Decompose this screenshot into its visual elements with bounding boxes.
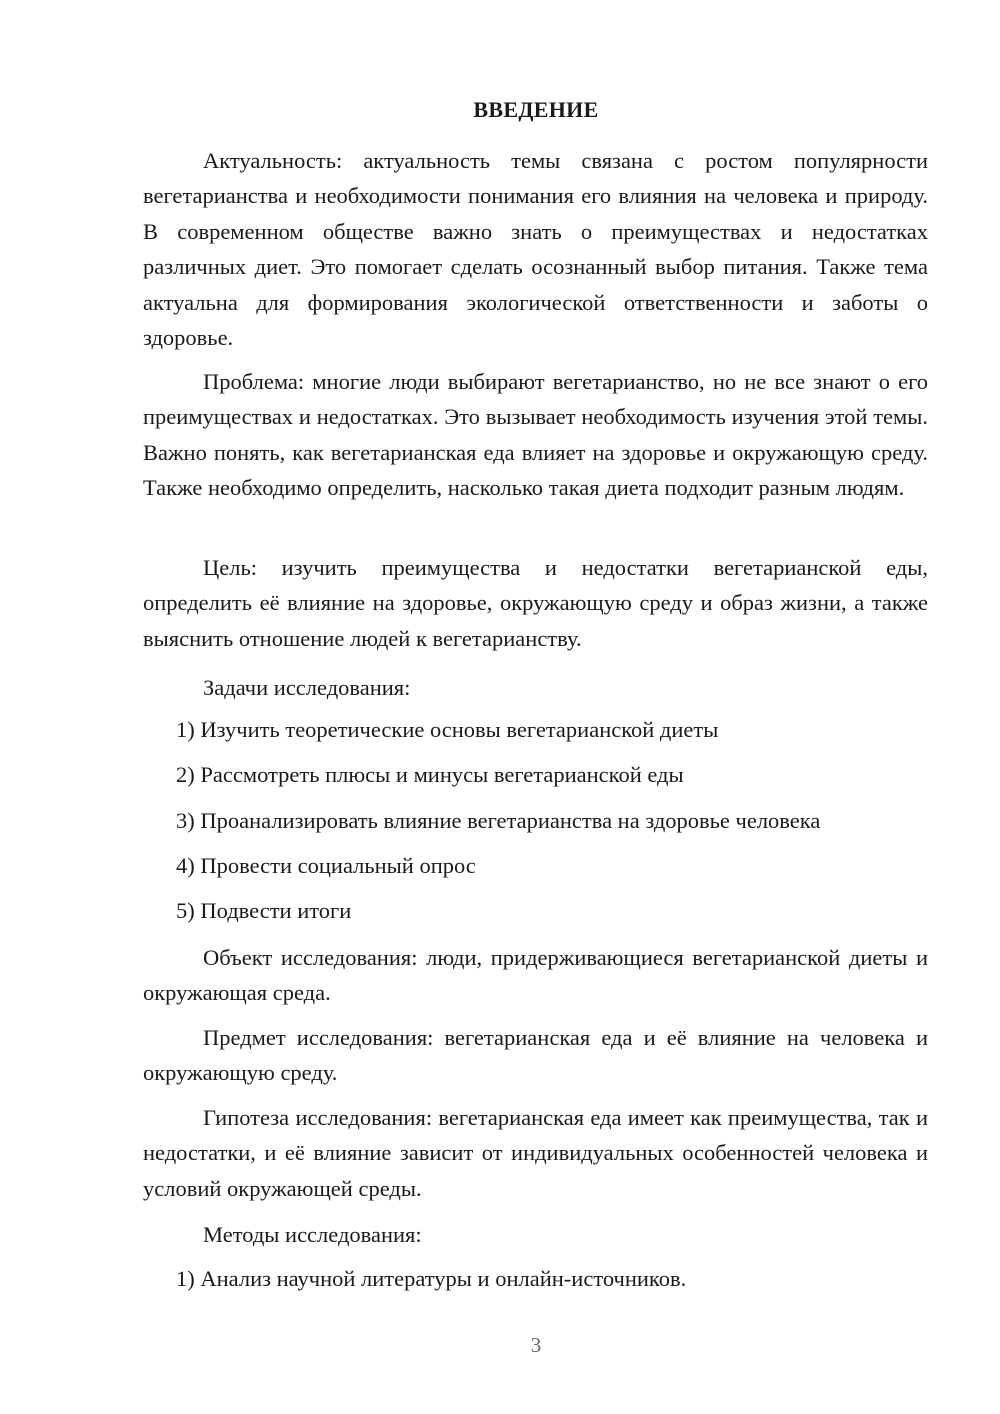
task-item-3: 3) Проанализировать влияние вегетарианства на здоровье человека [176, 808, 821, 833]
page-title: ВВЕДЕНИЕ [473, 97, 599, 122]
task-item-4: 4) Провести социальный опрос [176, 853, 476, 878]
paragraph-relevance: Актуальность: актуальность темы связана с ростом популярности вегетарианства и необходимости понимания его влияния на человека и природу. В современном обществе важно знать о преимуществах и недостатках различных диет. Это помогает сделать осознанный выбор питания. Также тема актуальна для формирования экологической ответственности и заботы о здоровье. [143, 148, 928, 351]
task-item-2: 2) Рассмотреть плюсы и минусы вегетарианской еды [176, 762, 684, 787]
paragraph-hypothesis: Гипотеза исследования: вегетарианская еда имеет как преимущества, так и недостатки, и её влияние зависит от индивидуальных особенностей человека и условий окружающей среды. [143, 1105, 928, 1201]
tasks-heading: Задачи исследования: [203, 675, 411, 700]
paragraph-object: Объект исследования: люди, придерживающиеся вегетарианской диеты и окружающая среда. [143, 945, 928, 1006]
paragraph-subject: Предмет исследования: вегетарианская еда и её влияние на человека и окружающую среду. [143, 1025, 928, 1086]
task-item-5: 5) Подвести итоги [176, 898, 352, 923]
methods-heading: Методы исследования: [203, 1222, 422, 1247]
task-item-1: 1) Изучить теоретические основы вегетарианской диеты [176, 717, 719, 742]
paragraph-problem: Проблема: многие люди выбирают вегетарианство, но не все знают о его преимуществах и недостатках. Это вызывает необходимость изучения этой темы. Важно понять, как вегетарианская еда влияет на здоровье и окружающую среду. Также необходимо определить, насколько такая диета подходит разным людям. [143, 369, 928, 501]
page-number: 3 [530, 1333, 542, 1357]
method-item-1: 1) Анализ научной литературы и онлайн-источников. [176, 1266, 687, 1291]
paragraph-goal: Цель: изучить преимущества и недостатки вегетарианской еды, определить её влияние на здоровье, окружающую среду и образ жизни, а также выяснить отношение людей к вегетарианству. [143, 555, 928, 651]
